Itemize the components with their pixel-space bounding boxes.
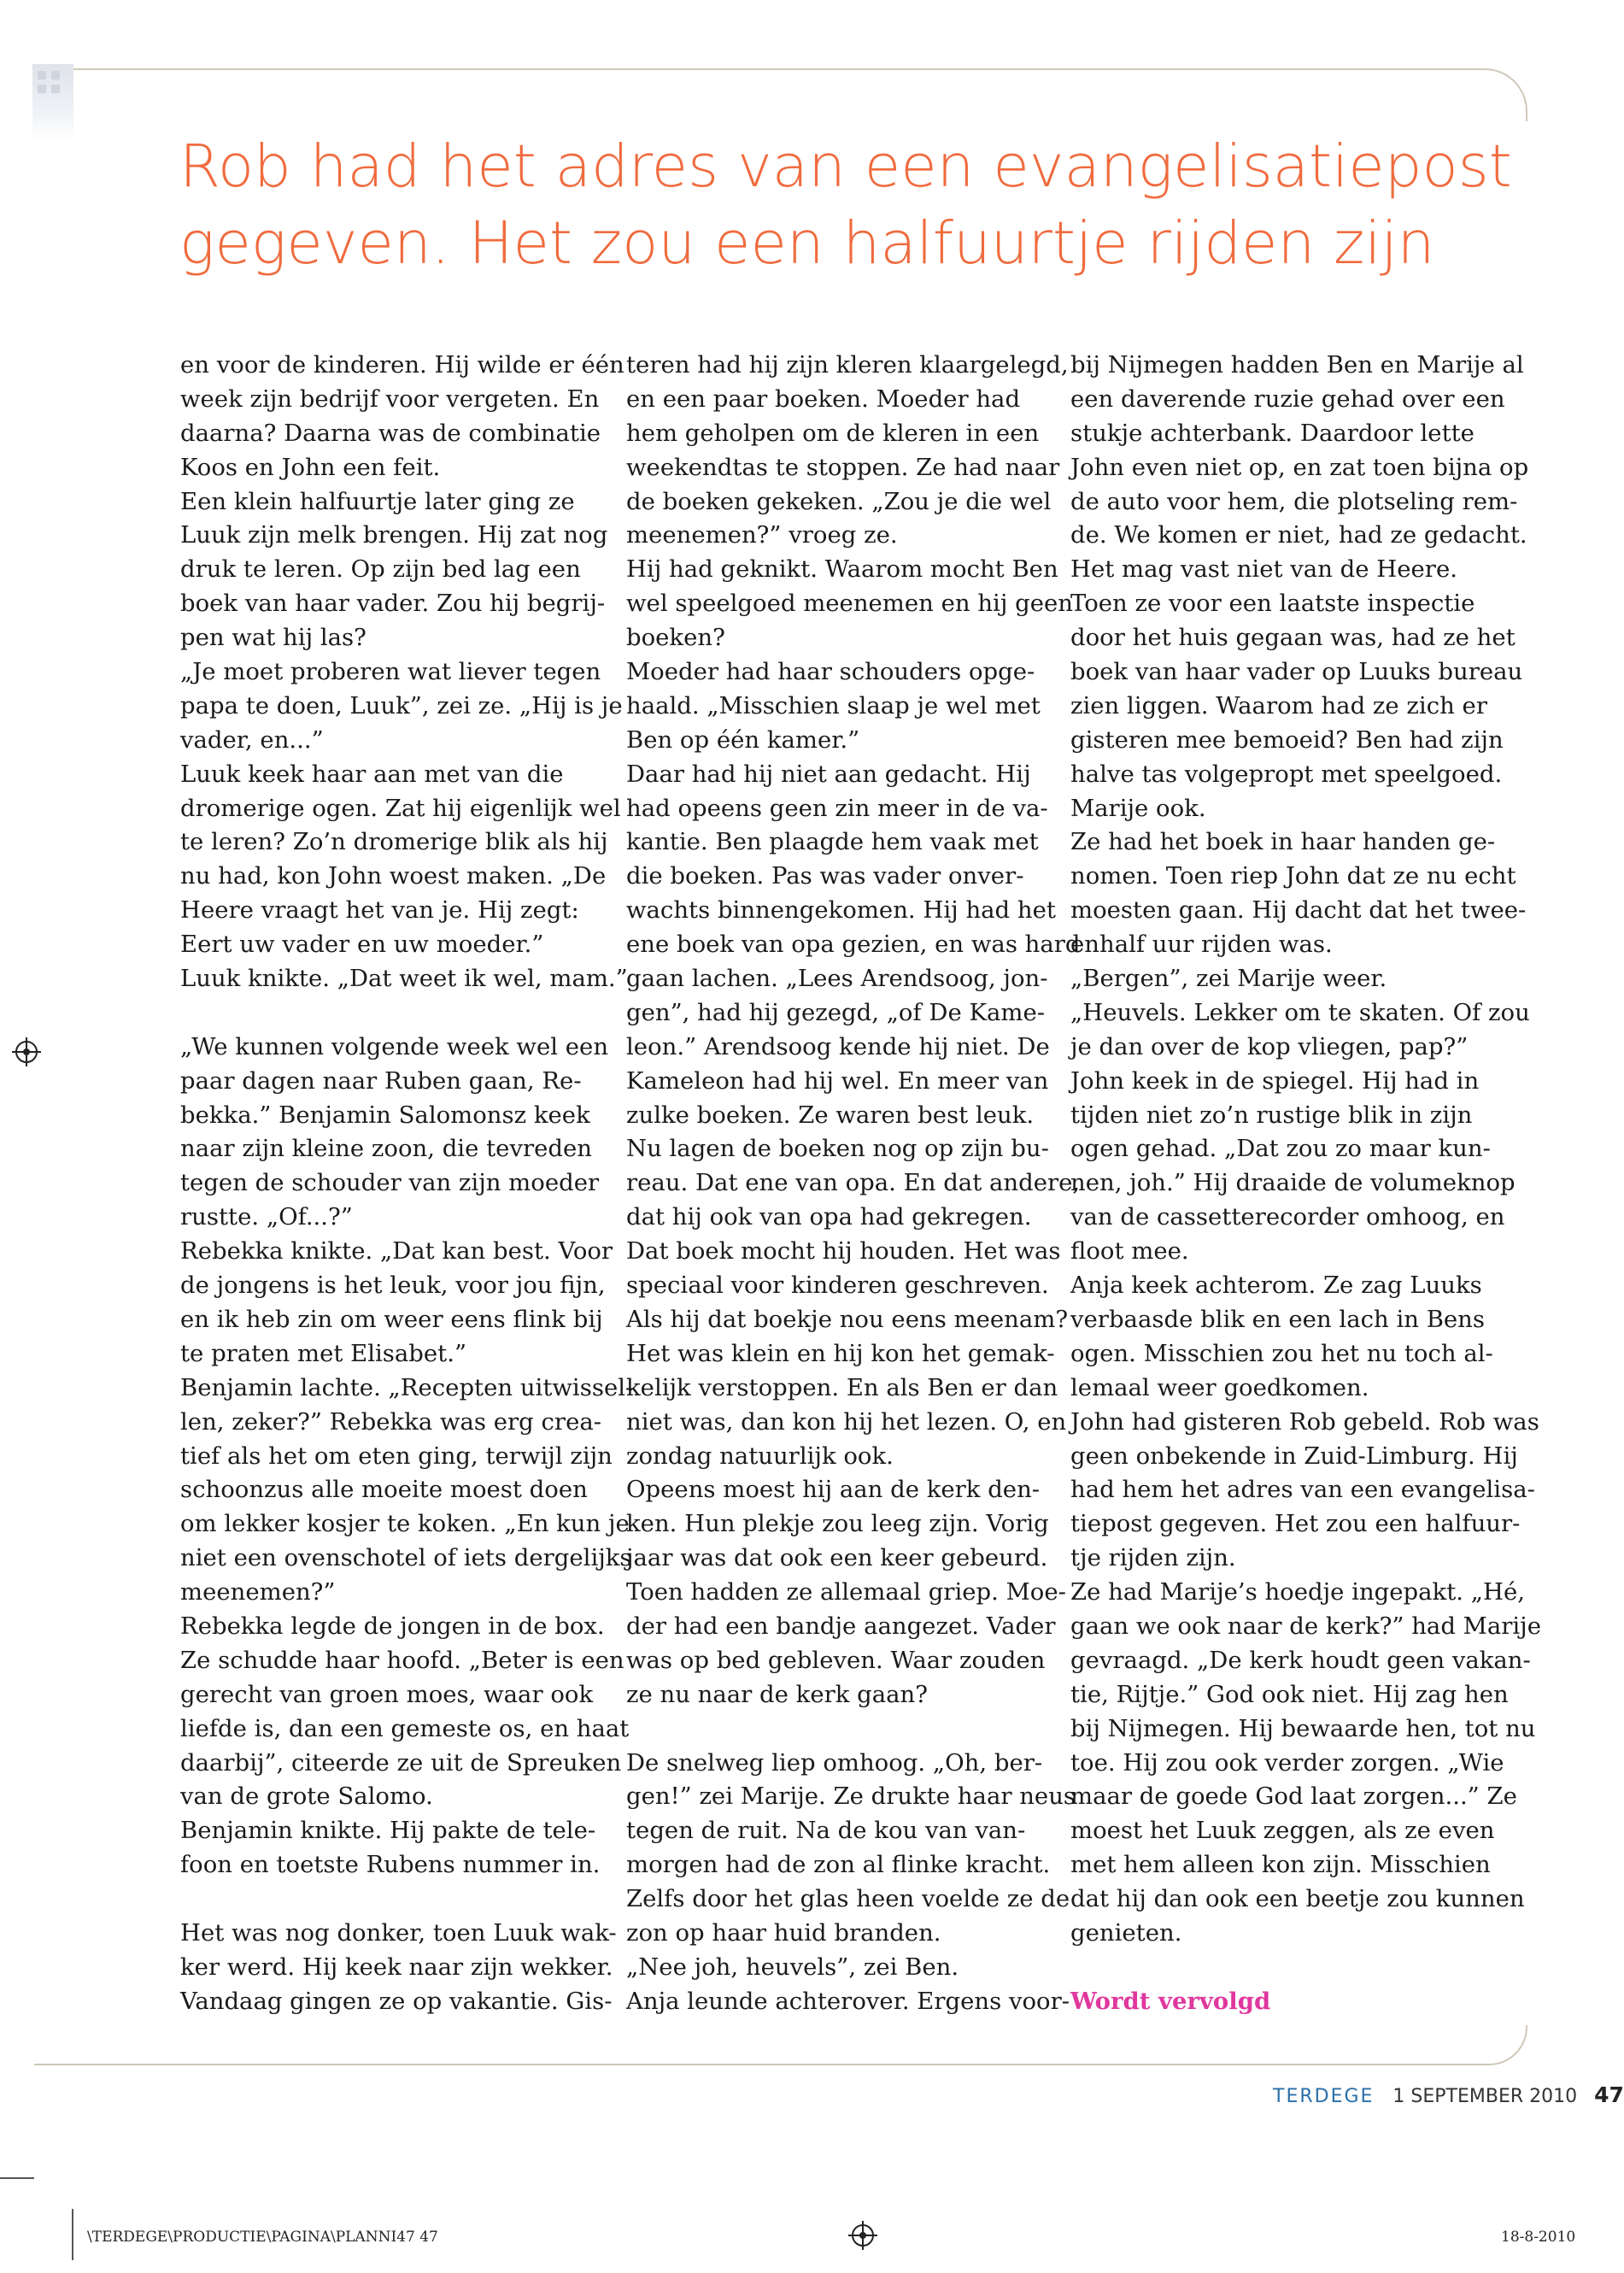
headline [179, 128, 1512, 282]
text-line: Eert uw vader en uw moeder.” [180, 931, 544, 959]
text-line: had hem het adres van een evangelisa- [1070, 1476, 1535, 1504]
text-line: Het was klein en hij kon het gemak- [626, 1339, 1055, 1367]
text-line: paar dagen naar Ruben gaan, Re- [180, 1066, 582, 1095]
text-line: gen”, had hij gezegd, „of De Kame- [626, 998, 1046, 1026]
paragraph-gap [626, 1712, 1053, 1747]
text-line: gevraagd. „De kerk houdt geen vakan- [1070, 1646, 1531, 1674]
text-line: kantie. Ben plaagde hem vaak met [626, 828, 1039, 856]
text-line: te leren? Zo’n dromerige blik als hij [180, 828, 608, 856]
text-line: „We kunnen volgende week wel een [180, 1032, 609, 1060]
text-line: zien liggen. Waarom had ze zich er [1070, 691, 1487, 719]
text-line: speciaal voor kinderen geschreven. [626, 1272, 1049, 1300]
text-line: stukje achterbank. Daardoor lette [1070, 419, 1474, 447]
text-line: Het was nog donker, toen Luuk wak- [180, 1918, 617, 1947]
text-line: reau. Dat ene van opa. En dat andere, [626, 1169, 1081, 1197]
text-line: maar de goede God laat zorgen...” Ze [1070, 1783, 1517, 1811]
page-footer [1273, 2082, 1624, 2107]
text-line: Als hij dat boekje nou eens meenam? [626, 1305, 1069, 1333]
text-line: wel speelgoed meenemen en hij geen [626, 590, 1073, 618]
text-line: tje rijden zijn. [1070, 1544, 1236, 1572]
text-line: had opeens geen zin meer in de va- [626, 794, 1048, 822]
text-line: Toen ze voor een laatste inspectie [1070, 590, 1475, 618]
text-line: Nu lagen de boeken nog op zijn bu- [626, 1135, 1049, 1163]
text-line: de boeken gekeken. „Zou je die wel [626, 487, 1052, 515]
text-line: door het huis gegaan was, had ze het [1070, 624, 1516, 652]
text-line: daarna? Daarna was de combinatie [180, 419, 601, 447]
text-line: bij Nijmegen. Hij bewaarde hen, tot nu [1070, 1714, 1536, 1742]
text-line: Benjamin lachte. „Recepten uitwissel- [180, 1373, 634, 1401]
page-frame-bottom [34, 2025, 1527, 2065]
registration-mark-icon [852, 2224, 874, 2247]
corner-decoration [32, 64, 73, 141]
text-line: daarbij”, citeerde ze uit de Spreuken [180, 1748, 622, 1777]
text-line: bekka.” Benjamin Salomonsz keek [180, 1101, 590, 1129]
text-line: tegen de schouder van zijn moeder [180, 1169, 600, 1197]
text-line: geen onbekende in Zuid-Limburg. Hij [1070, 1442, 1518, 1470]
text-line: je dan over de kop vliegen, pap?” [1070, 1032, 1469, 1060]
text-line: Luuk knikte. „Dat weet ik wel, mam.” [180, 965, 628, 993]
text-line: zon op haar huid branden. [626, 1918, 941, 1947]
text-line: gerecht van groen moes, waar ook [180, 1680, 594, 1708]
text-line: foon en toetste Rubens nummer in. [180, 1851, 601, 1879]
text-line: Luuk keek haar aan met van die [180, 760, 564, 788]
headline-line: gegeven. Het zou een halfuurtje rijden zijn [179, 209, 1435, 278]
text-line: gisteren mee bemoeid? Ben had zijn [1070, 725, 1504, 754]
text-line: De snelweg liep omhoog. „Oh, ber- [626, 1748, 1043, 1777]
text-line: Anja keek achterom. Ze zag Luuks [1070, 1272, 1482, 1300]
text-line: floot mee. [1070, 1237, 1189, 1266]
text-line: Vandaag gingen ze op vakantie. Gis- [180, 1987, 613, 2015]
text-line: de. We komen er niet, had ze gedacht. [1070, 521, 1527, 549]
text-line: week zijn bedrijf voor vergeten. En [180, 385, 600, 413]
text-line: zondag natuurlijk ook. [626, 1442, 894, 1470]
text-line: Opeens moest hij aan de kerk den- [626, 1476, 1041, 1504]
text-line: kelijk verstoppen. En als Ben er dan [626, 1373, 1058, 1401]
text-line: ene boek van opa gezien, en was hard [626, 931, 1081, 959]
text-line: ze nu naar de kerk gaan? [626, 1680, 929, 1708]
text-line: „Nee joh, heuvels”, zei Ben. [626, 1953, 959, 1981]
text-line: Zelfs door het glas heen voelde ze de [626, 1885, 1070, 1913]
text-line: de auto voor hem, die plotseling rem- [1070, 487, 1518, 515]
text-line: teren had hij zijn kleren klaargelegd, [626, 351, 1069, 379]
text-line: en een paar boeken. Moeder had [626, 385, 1021, 413]
issue-date: 1 SEPTEMBER 2010 [1392, 2086, 1578, 2107]
text-line: te praten met Elisabet.” [180, 1339, 467, 1367]
text-line: bij Nijmegen hadden Ben en Marije al [1070, 351, 1524, 379]
text-line: niet was, dan kon hij het lezen. O, en [626, 1407, 1067, 1436]
text-line: Toen hadden ze allemaal griep. Moe- [626, 1578, 1066, 1606]
text-line: boek van haar vader. Zou hij begrij- [180, 590, 606, 618]
text-line: Benjamin knikte. Hij pakte de tele- [180, 1817, 596, 1845]
text-line: niet een ovenschotel of iets dergelijks [180, 1544, 632, 1572]
text-line: vader, en...” [180, 725, 324, 754]
text-line: gaan we ook naar de kerk?” had Marije [1070, 1612, 1541, 1640]
paragraph-gap [180, 996, 607, 1031]
text-line: rustte. „Of...?” [180, 1203, 353, 1231]
text-line: een daverende ruzie gehad over een [1070, 385, 1505, 413]
text-line: en ik heb zin om weer eens flink bij [180, 1305, 603, 1333]
crop-mark [72, 2209, 73, 2260]
text-line: der had een bandje aangezet. Vader [626, 1612, 1056, 1640]
text-line: weekendtas te stoppen. Ze had naar [626, 453, 1060, 481]
text-line: was op bed gebleven. Waar zouden [626, 1646, 1046, 1674]
text-line: Moeder had haar schouders opge- [626, 658, 1035, 686]
text-line: toe. Hij zou ook verder zorgen. „Wie [1070, 1748, 1504, 1777]
text-line: Marije ook. [1070, 794, 1206, 822]
text-line: Daar had hij niet aan gedacht. Hij [626, 760, 1031, 788]
registration-mark-icon [15, 1041, 38, 1063]
text-line: Heere vraagt het van je. Hij zegt: [180, 896, 579, 925]
text-line: John even niet op, en zat toen bijna op [1070, 453, 1529, 481]
text-line: jaar was dat ook een keer gebeurd. [626, 1544, 1048, 1572]
text-line: Koos en John een feit. [180, 453, 441, 481]
page-number: 47 [1594, 2082, 1624, 2107]
text-line: en voor de kinderen. Hij wilde er één [180, 351, 624, 379]
text-line: Hij had geknikt. Waarom mocht Ben [626, 555, 1058, 584]
paragraph-gap [180, 1882, 607, 1917]
text-line: zulke boeken. Ze waren best leuk. [626, 1101, 1035, 1129]
magazine-name: TERDEGE [1273, 2086, 1375, 2107]
text-line: len, zeker?” Rebekka was erg crea- [180, 1407, 602, 1436]
slug-date: 18-8-2010 [1501, 2229, 1576, 2246]
text-line: lemaal weer goedkomen. [1070, 1373, 1369, 1401]
text-line: Luuk zijn melk brengen. Hij zat nog [180, 521, 608, 549]
text-line: meenemen?” [180, 1578, 336, 1606]
text-line: liefde is, dan een gemeste os, en haat [180, 1714, 630, 1742]
text-line: moesten gaan. Hij dacht dat het twee- [1070, 896, 1527, 925]
text-line: ken. Hun plekje zou leeg zijn. Vorig [626, 1510, 1049, 1538]
text-line: van de cassetterecorder omhoog, en [1070, 1203, 1505, 1231]
text-line: tie, Rijtje.” God ook niet. Hij zag hen [1070, 1680, 1509, 1708]
headline-line: Rob had het adres van een evangelisatiepost [179, 132, 1512, 201]
text-line: druk te leren. Op zijn bed lag een [180, 555, 581, 584]
text-line: Rebekka legde de jongen in de box. [180, 1612, 605, 1640]
text-line: de jongens is het leuk, voor jou fijn, [180, 1272, 606, 1300]
text-line: enhalf uur rijden was. [1070, 931, 1333, 959]
text-line: die boeken. Pas was vader onver- [626, 862, 1024, 890]
crop-mark [0, 2177, 34, 2179]
text-line: Ben op één kamer.” [626, 725, 860, 754]
text-line: Een klein halfuurtje later ging ze [180, 487, 575, 515]
text-column-2 [626, 349, 1081, 2019]
text-line: Het mag vast niet van de Heere. [1070, 555, 1457, 584]
text-line: pen wat hij las? [180, 624, 366, 652]
text-line: boeken? [626, 624, 725, 652]
text-line: Kameleon had hij wel. En meer van [626, 1066, 1049, 1095]
text-line: papa te doen, Luuk”, zei ze. „Hij is je [180, 691, 623, 719]
text-line: tiepost gegeven. Het zou een halfuur- [1070, 1510, 1521, 1538]
text-line: moest het Luuk zeggen, als ze even [1070, 1817, 1495, 1845]
text-line: met hem alleen kon zijn. Misschien [1070, 1851, 1491, 1879]
text-line: om lekker kosjer te koken. „En kun je [180, 1510, 630, 1538]
text-column-3 [1070, 349, 1541, 2019]
text-line: haald. „Misschien slaap je wel met [626, 691, 1041, 719]
text-line: schoonzus alle moeite moest doen [180, 1476, 588, 1504]
text-line: boek van haar vader op Luuks bureau [1070, 658, 1523, 686]
text-line: Ze had het boek in haar handen ge- [1070, 828, 1496, 856]
text-line: van de grote Salomo. [180, 1783, 433, 1811]
text-line: halve tas volgepropt met speelgoed. [1070, 760, 1503, 788]
text-line: meenemen?” vroeg ze. [626, 521, 898, 549]
text-line: nen, joh.” Hij draaide de volumeknop [1070, 1169, 1516, 1197]
text-line: morgen had de zon al flinke kracht. [626, 1851, 1051, 1879]
text-line: genieten. [1070, 1918, 1182, 1947]
text-line: wachts binnengekomen. Hij had het [626, 896, 1056, 925]
text-line: nu had, kon John woest maken. „De [180, 862, 607, 890]
text-line: gaan lachen. „Lees Arendsoog, jon- [626, 965, 1048, 993]
text-line: gen!” zei Marije. Ze drukte haar neus [626, 1783, 1076, 1811]
text-line: dat hij dan ook een beetje zou kunnen [1070, 1885, 1525, 1913]
paragraph-gap [1070, 1951, 1498, 1985]
text-line: tief als het om eten ging, terwijl zijn [180, 1442, 613, 1470]
page-frame-top [73, 68, 1527, 121]
text-line: dromerige ogen. Zat hij eigenlijk wel [180, 794, 621, 822]
text-line: Ze had Marije’s hoedje ingepakt. „Hé, [1070, 1578, 1525, 1606]
text-line: Ze schudde haar hoofd. „Beter is een [180, 1646, 624, 1674]
text-line: verbaasde blik en een lach in Bens [1070, 1305, 1486, 1333]
text-line: ogen. Misschien zou het nu toch al- [1070, 1339, 1493, 1367]
text-line: John had gisteren Rob gebeld. Rob was [1070, 1407, 1539, 1436]
text-line: John keek in de spiegel. Hij had in [1070, 1066, 1480, 1095]
text-line: Rebekka knikte. „Dat kan best. Voor [180, 1237, 613, 1266]
text-line: Anja leunde achterover. Ergens voor- [626, 1987, 1070, 2015]
text-line: leon.” Arendsoog kende hij niet. De [626, 1032, 1050, 1060]
text-line: hem geholpen om de kleren in een [626, 419, 1040, 447]
text-line: naar zijn kleine zoon, die tevreden [180, 1135, 592, 1163]
text-line: dat hij ook van opa had gekregen. [626, 1203, 1032, 1231]
text-line: tegen de ruit. Na de kou van van- [626, 1817, 1026, 1845]
text-line: ker werd. Hij keek naar zijn wekker. [180, 1953, 613, 1981]
to-be-continued: Wordt vervolgd [1070, 1987, 1271, 2015]
slug-path: \TERDEGE\PRODUCTIE\PAGINA\PLANNI47 47 [87, 2229, 438, 2246]
text-line: „Bergen”, zei Marije weer. [1070, 965, 1387, 993]
text-line: Dat boek mocht hij houden. Het was [626, 1237, 1061, 1266]
text-line: „Heuvels. Lekker om te skaten. Of zou [1070, 998, 1530, 1026]
text-line: tijden niet zo’n rustige blik in zijn [1070, 1101, 1473, 1129]
text-column-1 [180, 349, 634, 2019]
text-line: „Je moet proberen wat liever tegen [180, 658, 601, 686]
text-line: nomen. Toen riep John dat ze nu echt [1070, 862, 1516, 890]
text-line: ogen gehad. „Dat zou zo maar kun- [1070, 1135, 1491, 1163]
